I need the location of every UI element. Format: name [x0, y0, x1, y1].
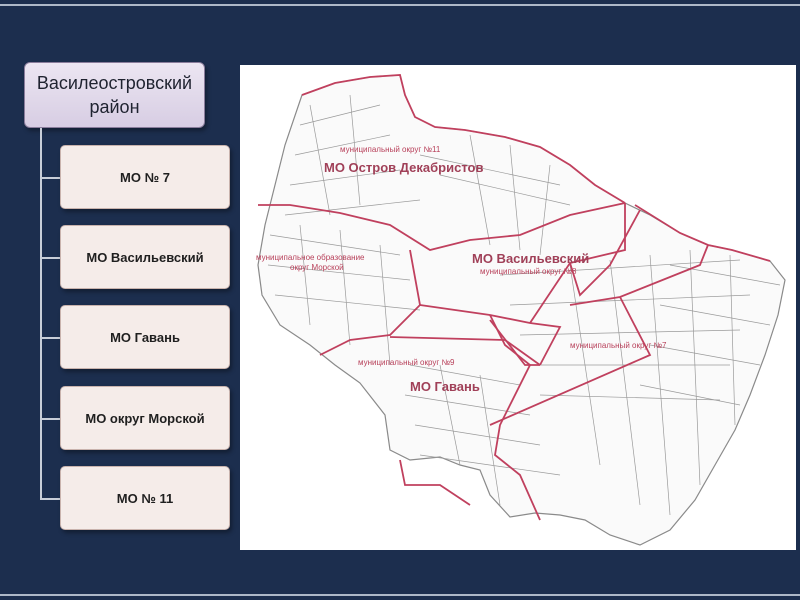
okrug-8-label: муниципальный округ №8 [480, 267, 577, 276]
mo-box-11 [60, 466, 230, 530]
mo-box-morskoy [60, 386, 230, 450]
mo-box-vasilevsky [60, 225, 230, 289]
mo-box-7 [60, 145, 230, 209]
district-map [240, 65, 796, 550]
tree-connector [40, 177, 60, 179]
gavan-label: МО Гавань [410, 379, 480, 394]
district-root-label: Василеостровский район [36, 73, 193, 117]
district-map-drawing [240, 65, 796, 550]
okrug-11-label: муниципальный округ №11 [340, 145, 441, 154]
tree-connector [40, 337, 60, 339]
okrug-7-label: муниципальный округ №7 [570, 341, 667, 350]
tree-connector-vertical [40, 128, 42, 500]
tree-connector [40, 257, 60, 259]
slide-top-rule [0, 4, 800, 6]
tree-connector [40, 418, 60, 420]
mo-label: МО № 11 [116, 490, 174, 506]
morskoy-label-line2: округ Морской [290, 263, 344, 272]
district-root-box [24, 62, 205, 128]
dekabristov-label: МО Остров Декабристов [324, 160, 484, 175]
slide-bottom-rule [0, 594, 800, 596]
morskoy-label-line1: муниципальное образование [256, 253, 365, 262]
mo-label: МО № 7 [120, 169, 170, 185]
okrug-9-label: муниципальный округ №9 [358, 358, 455, 367]
mo-label: МО Васильевский [86, 249, 204, 265]
mo-label: МО округ Морской [85, 410, 205, 426]
mo-box-gavan [60, 305, 230, 369]
island-outline [258, 75, 785, 545]
mo-label: МО Гавань [110, 329, 180, 345]
vasilevsky-label: МО Васильевский [472, 251, 590, 266]
tree-connector [40, 498, 60, 500]
